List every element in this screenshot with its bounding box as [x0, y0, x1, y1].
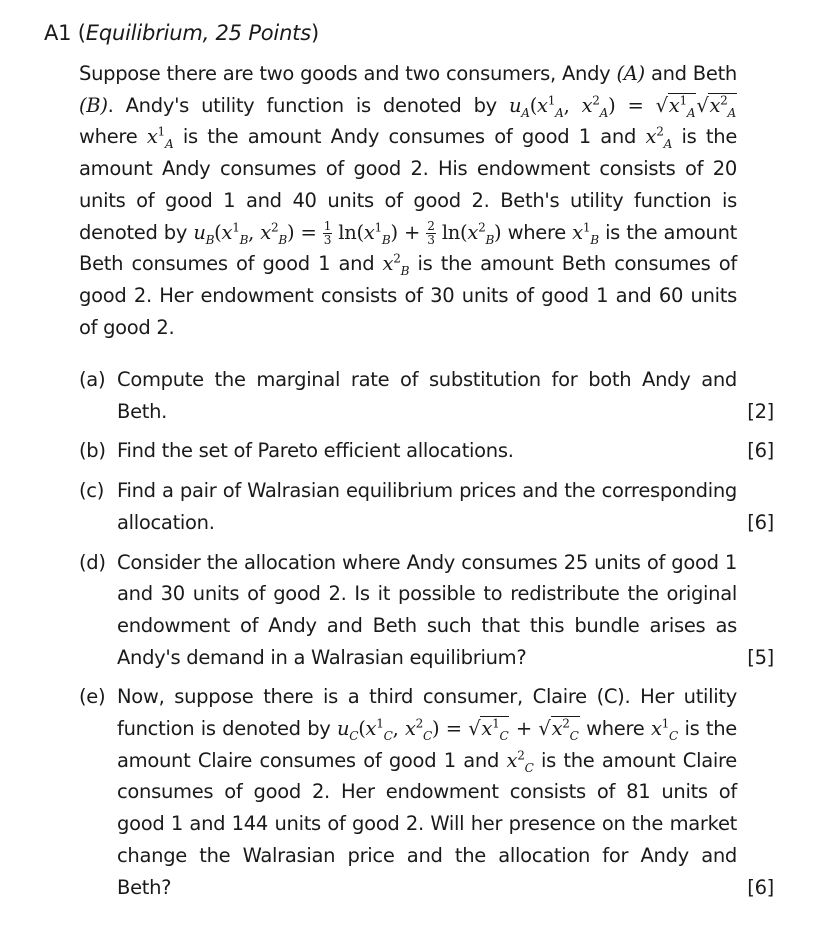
question-intro: Suppose there are two goods and two consumers, Andy (A) and Beth (B). Andy's utility function is denoted by $u_A(x^1_A$, $x^2_A) = √x^1_A√x^2_A$ where $x^1_A$ is the amount Andy consumes of good 1 and $x^2_A$ is the amount Andy consumes of good 2. His endowment consists of 20 units of good 1 and 40 units of good 2. Beth's utility function is denoted by $u_B(x^1_B$, $x^2_B$) = $\frac{1}{3}$ $\ln(x^1_B)$ + $\frac{2}{3}$ $\ln(x^2_B)$ where $x^1_B$ is the amount Beth consumes of good 1 and $x^2_B$ is the amount Beth consumes of good 2. Her endowment consists of 30 units of good 1 and 60 units of good 2. [79, 62, 738, 339]
part-c [79, 475, 776, 538]
intro-text-9: is the amount Beth consumes of good 2. Her endowment consists of 30 units of good 1 and 60 units of good 2. [79, 252, 737, 339]
question-heading: A1 (Equilibrium, 25 Points) [44, 21, 319, 45]
intro-text-1: Suppose there are two goods and two consumers, Andy [79, 62, 611, 85]
part-label: (b) [79, 439, 106, 463]
andy-symbol: (A) [616, 62, 645, 85]
intro-text-8: is the amount Beth consumes of good 1 and [79, 220, 737, 276]
part-e [79, 681, 776, 903]
part-label: (c) [79, 479, 105, 503]
part-marks: [6] [747, 875, 774, 899]
intro-text-3: . Andy's utility function is denoted by [107, 93, 497, 117]
part-text: Compute the marginal rate of substitution for both Andy and Beth. [117, 368, 737, 423]
part-text: Find a pair of Walrasian equilibrium prices and the corresponding allocation. [117, 479, 737, 534]
part-text: Now, suppose there is a third consumer, Claire (C). Her utility function is denoted by $u_C(x^1_C$, $x^2_C) = √x^1_C + √x^2_C$ where $x^1_C$ is the amount Claire consumes of good 1 and $x^2_C$ is the amount Claire consumes of good 2. Her endowment consists of 81 units of good 1 and 144 units of good 2. Will her presence on the market change the Walrasian price and the allocation for Andy and Beth? [117, 685, 737, 899]
andy-utility-formula: $u_A(x^1_A$, $x^2_A) = √x^1_A√x^2_A$ [509, 93, 736, 120]
part-marks: [2] [747, 399, 774, 423]
part-text: Find the set of Pareto efficient allocations. [117, 439, 514, 463]
part-label: (d) [79, 550, 106, 574]
part-text: Consider the allocation where Andy consumes 25 units of good 1 and 30 units of good 2. Is it possible to redistribute the original endowment of Andy and Beth such that this bundle arises as Andy's demand in a Walrasian equilibrium? [117, 550, 737, 669]
part-gap [79, 427, 776, 435]
part-b [79, 435, 776, 467]
beth-symbol: (B) [79, 93, 108, 117]
part-d [79, 547, 776, 674]
claire-utility-formula: $u_C(x^1_C$, $x^2_C) = √x^1_C + √x^2_C$ [337, 716, 579, 743]
part-label: (a) [79, 368, 106, 391]
part-a [79, 364, 776, 427]
question-parts [79, 364, 776, 903]
part-gap [79, 673, 776, 681]
part-gap [79, 539, 776, 547]
part-e-text-2: where [586, 717, 645, 741]
intro-text-5: is the amount Andy consumes of good 1 and [182, 125, 637, 149]
part-marks: [6] [747, 439, 774, 463]
part-marks: [6] [747, 510, 774, 534]
part-marks: [5] [747, 645, 774, 669]
part-e-text-3: is the amount Claire consumes of good 1 and [117, 717, 737, 772]
question-number: A1 [44, 21, 72, 45]
part-gap [79, 467, 776, 475]
intro-text-7: where [507, 220, 566, 244]
intro-text-2: and Beth [650, 62, 737, 85]
part-e-text-1: Now, suppose there is a third consumer, Claire (C). Her utility function is denoted by [117, 685, 737, 741]
question-topic: Equilibrium, 25 Points [85, 21, 311, 45]
intro-text-4: where [79, 125, 138, 149]
part-e-text-4: is the amount Claire consumes of good 2. Her endowment consists of 81 units of good 1 and 144 units of good 2. Will her presence on the market change the Walrasian price and the allocation for Andy and Beth? [117, 748, 737, 899]
intro-text-6: is the amount Andy consumes of good 2. His endowment consists of 20 units of good 1 and 40 units of good 2. Beth's utility function is denoted by [79, 125, 738, 244]
part-label: (e) [79, 685, 106, 709]
beth-utility-formula: $u_B(x^1_B$, $x^2_B$) = $\frac{1}{3}$ $\ln(x^1_B)$ + $\frac{2}{3}$ $\ln(x^2_B)$ [193, 219, 502, 247]
